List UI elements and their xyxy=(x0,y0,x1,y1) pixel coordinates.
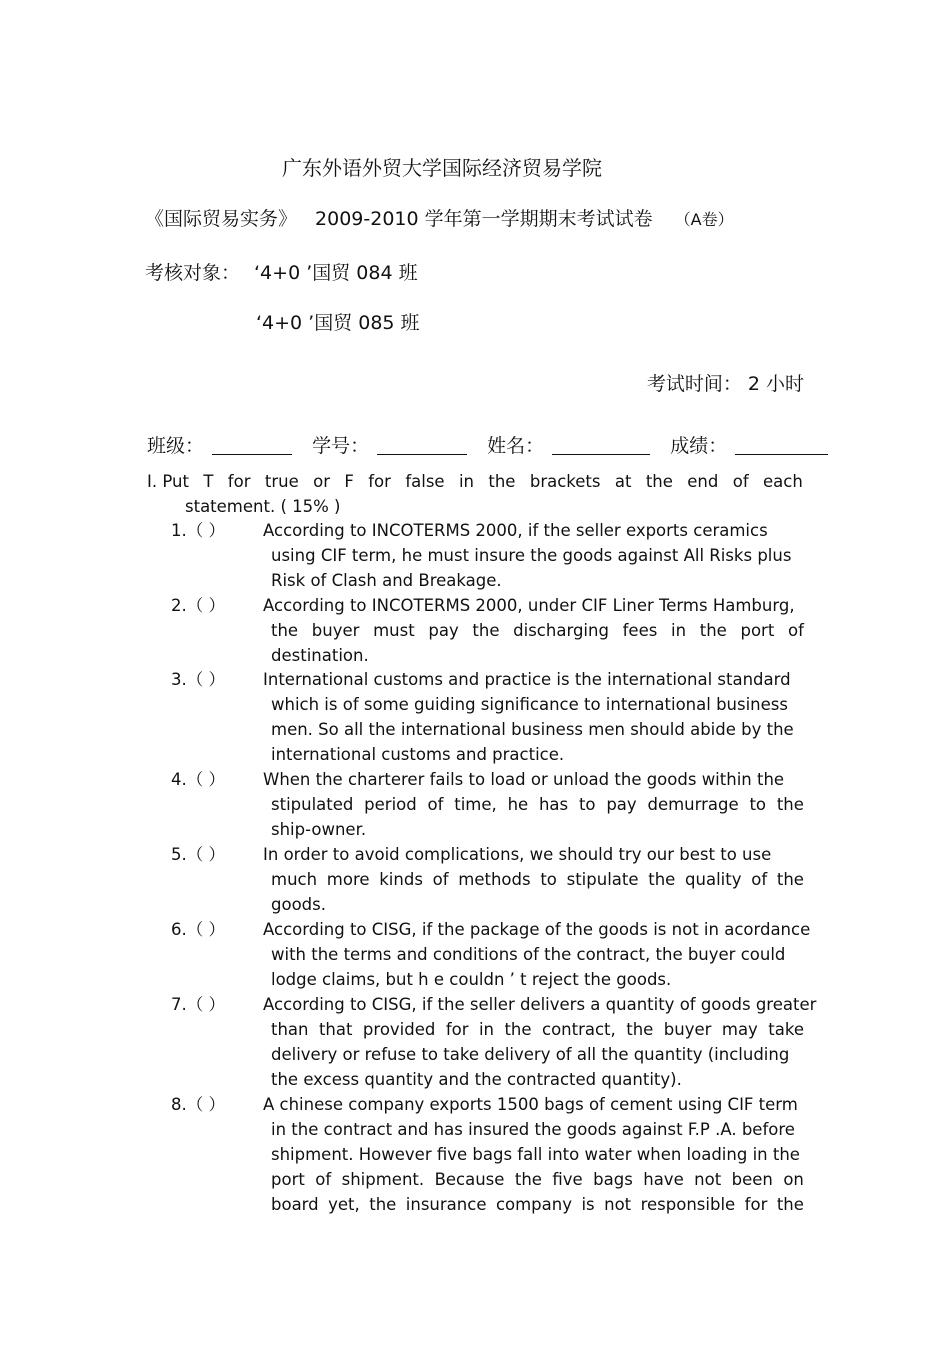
question-text-first-line: A chinese company exports 1500 bags of cement using CIF term xyxy=(263,1095,798,1114)
question-text-continuation xyxy=(271,543,804,593)
question-text-first-line: According to CISG, if the seller delivers a quantity of goods greater xyxy=(263,995,817,1014)
section-instructions xyxy=(147,469,803,519)
academic-year: 2009-2010 学年第一学期期末考试试卷 xyxy=(315,208,653,230)
question-text-continuation xyxy=(271,792,804,842)
question-text-line: men. So all the international business men should abide by the xyxy=(271,720,794,739)
question-text-line: stipulated period of time, he has to pay demurrage to the xyxy=(271,795,804,814)
section-word: Ⅰ. Put xyxy=(147,472,189,491)
student-info-row xyxy=(147,431,828,458)
question-number-bracket[interactable]: 1.（ ） xyxy=(171,521,225,540)
question-text-line: which is of some guiding significance to international business xyxy=(271,695,788,714)
question-number-bracket[interactable]: 3.（ ） xyxy=(171,670,225,689)
name-field[interactable] xyxy=(552,436,650,455)
question-text-line: goods. xyxy=(271,895,326,914)
section-word: false xyxy=(405,472,445,491)
section-heading xyxy=(147,469,803,494)
class-label: 班级： xyxy=(147,435,205,457)
target-class-2: ‘4+0 ’国贸 085 班 xyxy=(256,312,420,334)
question-text-line: the excess quantity and the contracted quantity). xyxy=(271,1070,682,1089)
section-word: for xyxy=(368,472,391,491)
score-field xyxy=(735,436,828,455)
question-text-first-line: In order to avoid complications, we should try our best to use xyxy=(263,845,772,864)
question-text-line: in the contract and has insured the goods against F.P .A. before xyxy=(271,1120,795,1139)
question-number-bracket[interactable]: 6.（ ） xyxy=(171,920,225,939)
section-word: for xyxy=(227,472,251,491)
question-text-first-line: According to INCOTERMS 2000, under CIF Liner Terms Hamburg, xyxy=(263,596,795,615)
section-word: the xyxy=(645,472,673,491)
section-word: each xyxy=(763,472,803,491)
question-text-first-line: When the charterer fails to load or unload the goods within the xyxy=(263,770,785,789)
section-points: statement. ( 15% ) xyxy=(185,497,341,516)
paper-volume: （A卷） xyxy=(674,210,734,229)
question-text-continuation xyxy=(271,618,804,668)
class-field[interactable] xyxy=(212,436,292,455)
question-text-line: Risk of Clash and Breakage. xyxy=(271,571,502,590)
section-word: true xyxy=(264,472,299,491)
section-word: brackets xyxy=(529,472,601,491)
exam-duration: 考试时间： 2 小时 xyxy=(646,373,804,395)
score-label: 成绩： xyxy=(670,435,728,457)
question-text-first-line: According to INCOTERMS 2000, if the seller exports ceramics xyxy=(263,521,768,540)
question-text-line: the buyer must pay the discharging fees in the port of xyxy=(271,621,804,640)
section-word: of xyxy=(732,472,749,491)
question-text-continuation xyxy=(271,1017,804,1092)
question-text-line: than that provided for in the contract, the buyer may take xyxy=(271,1020,804,1039)
course-name: 《国际贸易实务》 xyxy=(145,208,298,230)
exam-subtitle xyxy=(145,204,734,231)
name-label: 姓名： xyxy=(487,435,545,457)
section-word: end xyxy=(687,472,719,491)
section-word: or xyxy=(313,472,330,491)
question-text-line: lodge claims, but h e couldn ’ t reject the goods. xyxy=(271,970,672,989)
question-text-line: destination. xyxy=(271,646,369,665)
question-text-line: using CIF term, he must insure the goods against All Risks plus xyxy=(271,546,792,565)
target-label: 考核对象： xyxy=(145,262,241,284)
university-title: 广东外语外贸大学国际经济贸易学院 xyxy=(282,156,602,180)
section-word: the xyxy=(488,472,516,491)
section-word: at xyxy=(614,472,632,491)
question-number-bracket[interactable]: 8.（ ） xyxy=(171,1095,225,1114)
question-text-first-line: International customs and practice is the international standard xyxy=(263,670,791,689)
question-text-line: board yet, the insurance company is not responsible for the xyxy=(271,1195,804,1214)
question-text-line: much more kinds of methods to stipulate the quality of the xyxy=(271,870,804,889)
student-id-label: 学号： xyxy=(312,435,370,457)
question-text-line: with the terms and conditions of the contract, the buyer could xyxy=(271,945,786,964)
section-word: T xyxy=(203,472,214,491)
question-text-line: international customs and practice. xyxy=(271,745,565,764)
question-text-line: port of shipment. Because the five bags have not been on xyxy=(271,1170,804,1189)
question-text-continuation xyxy=(271,867,804,917)
assessment-target xyxy=(145,258,418,285)
question-text-continuation xyxy=(271,1117,804,1217)
question-text-line: delivery or refuse to take delivery of all the quantity (including xyxy=(271,1045,790,1064)
section-word: F xyxy=(344,472,354,491)
question-number-bracket[interactable]: 5.（ ） xyxy=(171,845,225,864)
question-number-bracket[interactable]: 4.（ ） xyxy=(171,770,225,789)
question-number-bracket[interactable]: 7.（ ） xyxy=(171,995,225,1014)
question-text-line: shipment. However five bags fall into water when loading in the xyxy=(271,1145,800,1164)
question-text-first-line: According to CISG, if the package of the goods is not in acordance xyxy=(263,920,811,939)
target-class-1: ‘4+0 ’国贸 084 班 xyxy=(254,262,418,284)
question-text-continuation xyxy=(271,692,804,767)
question-number-bracket[interactable]: 2.（ ） xyxy=(171,596,225,615)
section-word: in xyxy=(458,472,474,491)
student-id-field[interactable] xyxy=(377,436,467,455)
question-text-line: ship-owner. xyxy=(271,820,367,839)
question-text-continuation xyxy=(271,942,804,992)
